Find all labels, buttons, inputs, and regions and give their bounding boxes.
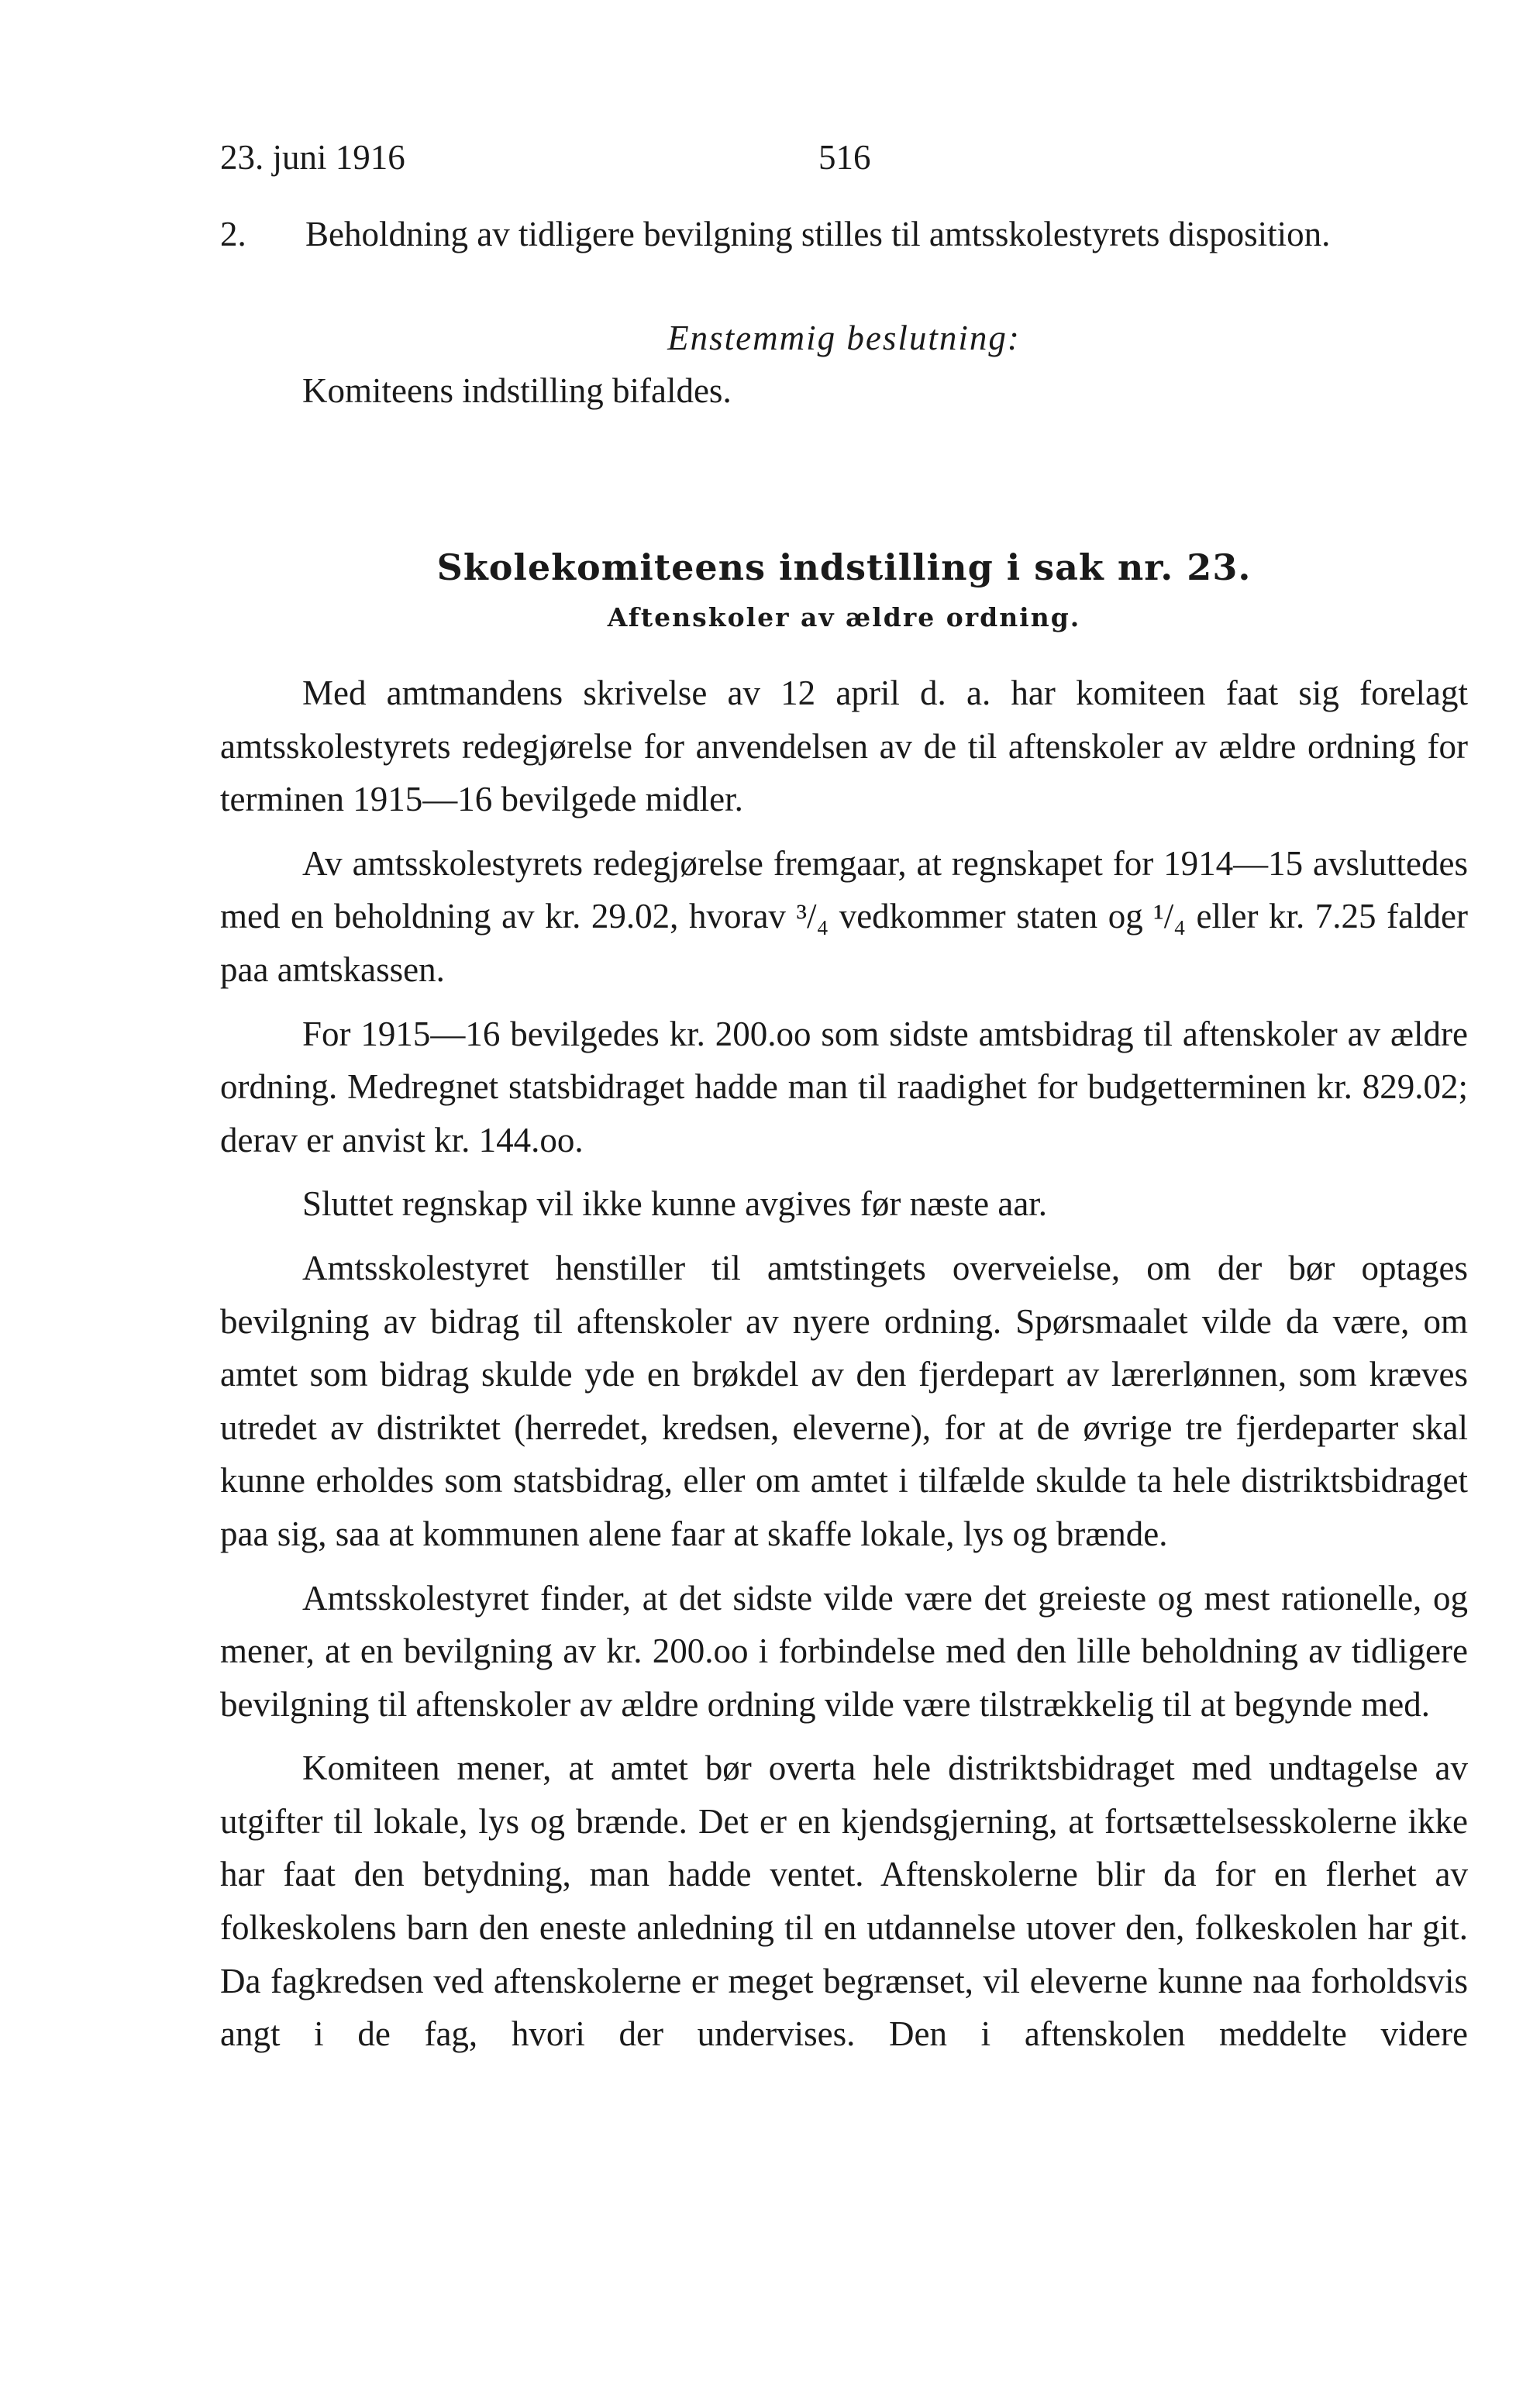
header-date: 23. juni 1916 [220, 138, 405, 177]
page-number: 516 [818, 138, 871, 177]
section-title: Skolekomiteens indstilling i sak nr. 23. [436, 546, 1252, 588]
paragraph: Med amtmandens skrivelse av 12 april d. a. har komiteen faat sig forelagt amtsskolestyrets redegjørelse for anvendelsen av de til aftenskoler av ældre ordning for terminen 1915—16 bevilgede midler. [220, 674, 1468, 819]
paragraph: Amtsskolestyret henstiller til amtstingets overveielse, om der bør optages bevilgning av bidrag til aftenskoler av nyere ordning. Spørsmaalet vilde da være, om amtet som bidrag skulde yde en brøkdel av den fjerdepart av lærerlønnen, som kræves utredet av distriktet (herredet, kredsen, eleverne), for at de øvrige tre fjerdeparter skal kunne erholdes som statsbidrag, eller om amtet i tilfælde skulde ta hele distriktsbidraget paa sig, saa at kommunen alene faar at skaffe lokale, lys og brænde. [220, 1248, 1468, 1553]
numbered-item-2 [220, 208, 1468, 260]
section-subtitle: Aftenskoler av ældre ordning. [607, 602, 1081, 632]
page-header [220, 130, 1460, 184]
item-number: 2. [220, 215, 246, 253]
resolution-label: Enstemmig beslutning: [667, 319, 1021, 357]
body-text [220, 667, 1468, 2061]
resolution-text: Komiteens indstilling bifaldes. [302, 371, 732, 410]
paragraph: Sluttet regnskap vil ikke kunne avgives før næste aar. [302, 1184, 1048, 1224]
item-text: Beholdning av tidligere bevilgning stilles til amtsskolestyrets disposition. [305, 215, 1331, 253]
paragraph: For 1915—16 bevilgedes kr. 200.oo som sidste amtsbidrag til aftenskoler av ældre ordning. Medregnet statsbidraget hadde man til raadighet for budgetterminen kr. 829.02; derav er anvist kr. 144.oo. [220, 1014, 1468, 1159]
paragraph: Av amtsskolestyrets redegjørelse fremgaar, at regnskapet for 1914—15 avsluttedes med en beholdning av kr. 29.02, hvorav ³/₄ vedkommer staten og ¹/₄ eller kr. 7.25 falder paa amtskassen. [220, 843, 1468, 989]
paragraph: Komiteen mener, at amtet bør overta hele distriktsbidraget med undtagelse av utgifter til lokale, lys og brænde. Det er en kjendsgjerning, at fortsættelsesskolerne ikke har faat den betydning, man hadde ventet. Aftenskolerne blir da for en flerhet av folkeskolens barn den eneste anledning til en utdannelse utover den, folkeskolen har git. Da fagkredsen ved aftenskolerne er meget begrænset, vil eleverne kunne naa forholdsvis angt i de fag, hvori der undervises. Den i aftenskolen meddelte videre [220, 1749, 1468, 2054]
paragraph: Amtsskolestyret finder, at det sidste vilde være det greieste og mest rationelle, og mener, at en bevilgning av kr. 200.oo i forbindelse med den lille beholdning av tidligere bevilgning til aftenskoler av ældre ordning vilde være tilstrækkelig til at begynde med. [220, 1578, 1468, 1724]
